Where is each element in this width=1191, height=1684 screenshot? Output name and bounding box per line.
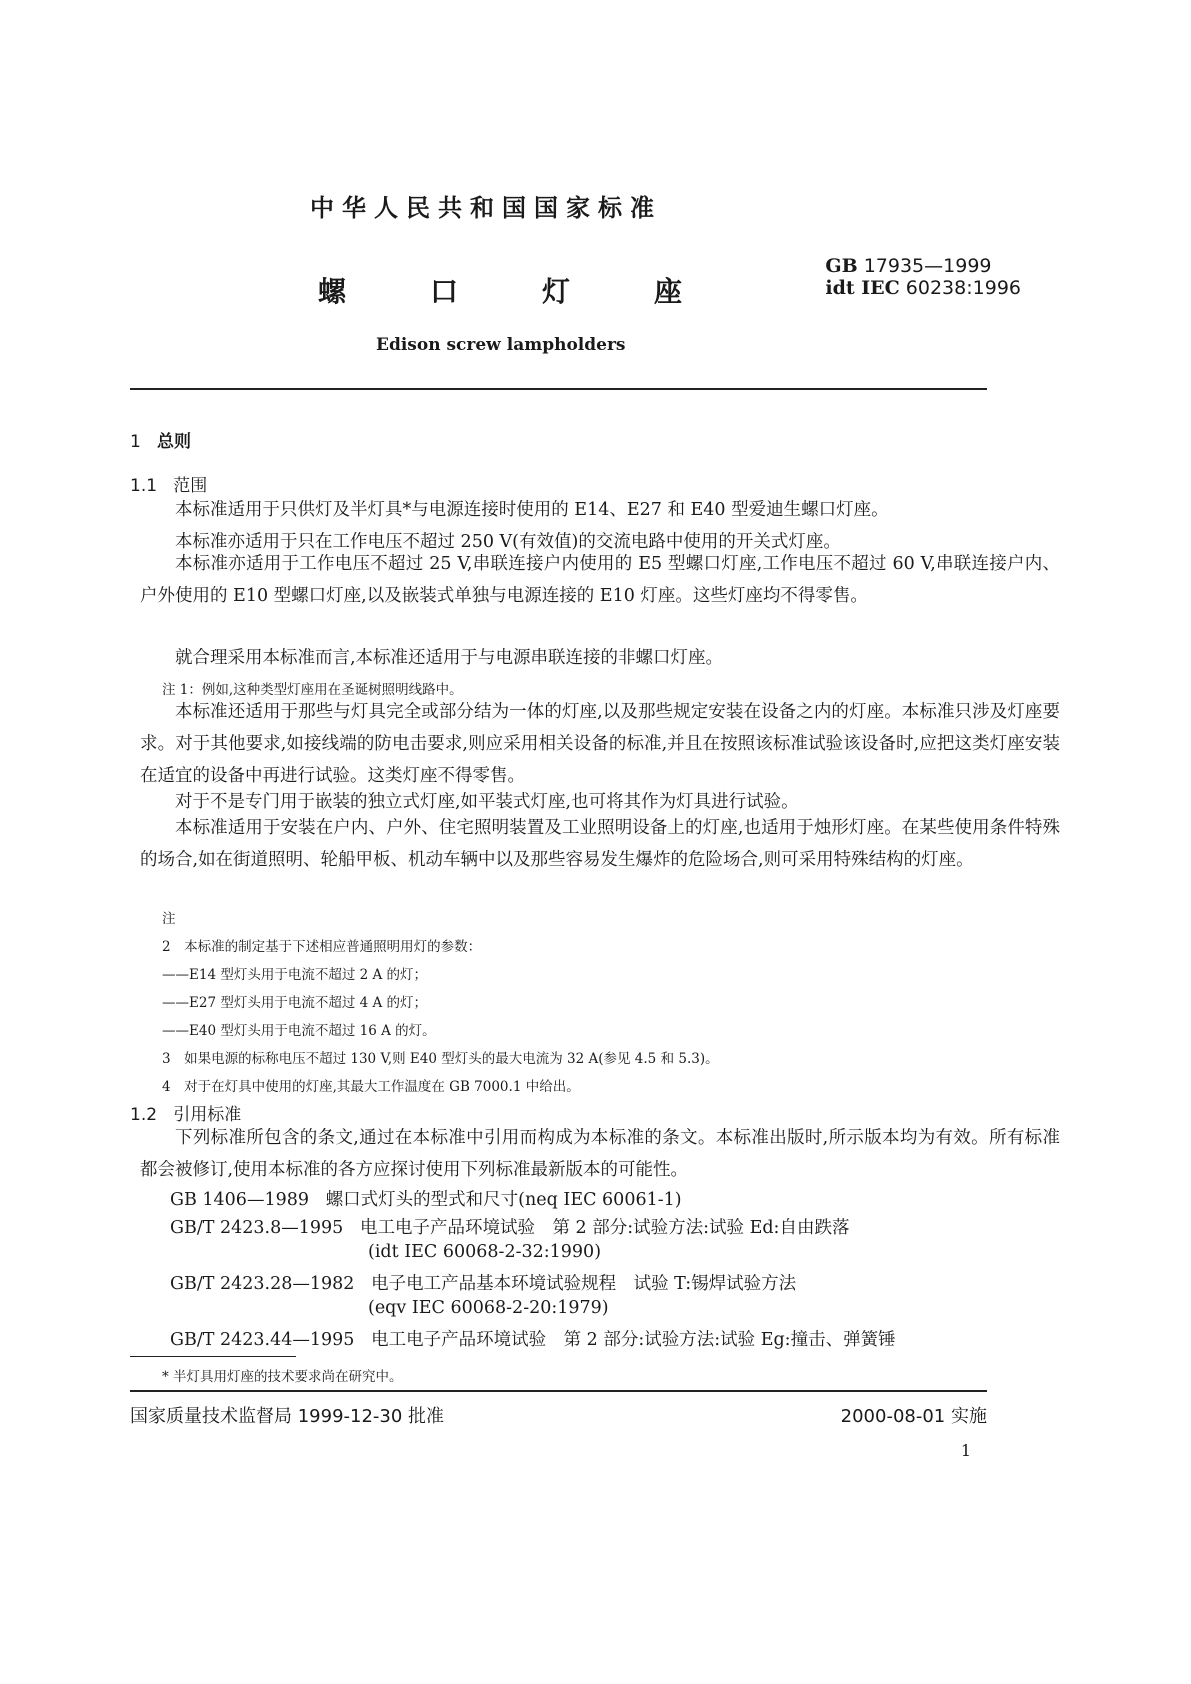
section-title: 总则 xyxy=(157,432,192,452)
scope-paragraph-5: 本标准还适用于那些与灯具完全或部分结为一体的灯座,以及那些规定安装在设备之内的灯座。本标准只涉及灯座要求。对于其他要求,如接线端的防电击要求,则应采用相关设备的标准,并且在按照该标准试验该设备时,应把这类灯座安装在适宜的设备中再进行试验。这类灯座不得零售。 xyxy=(140,702,1060,786)
reference-title: 螺口式灯头的型式和尺寸(neq IEC 60061-1) xyxy=(325,1190,682,1210)
reference-code: GB/T 2423.44—1995 xyxy=(170,1330,355,1350)
national-standard-heading: 中华人民共和国国家标准 xyxy=(310,194,662,222)
implementation-date: 2000-08-01 实施 xyxy=(840,1406,987,1427)
reference-item xyxy=(170,1214,849,1239)
reference-item xyxy=(170,1186,682,1211)
section-title: 范围 xyxy=(173,476,208,496)
note-1: 注 1：例如,这种类型灯座用在圣诞树照明线路中。 xyxy=(162,682,463,698)
scope-paragraph-7: 本标准适用于安装在户内、户外、住宅照明装置及工业照明设备上的灯座,也适用于烛形灯座。在某些使用条件特殊的场合,如在街道照明、轮船甲板、机动车辆中以及那些容易发生爆炸的危险场合,则可采用特殊结构的灯座。 xyxy=(140,818,1060,870)
gb-code-line xyxy=(825,255,1021,277)
idt-prefix: idt IEC xyxy=(825,277,900,299)
section-title: 引用标准 xyxy=(173,1105,242,1125)
reference-item xyxy=(170,1326,896,1351)
reference-title: 电子电工产品基本环境试验规程 试验 T:锡焊试验方法 xyxy=(371,1274,797,1294)
footer-divider xyxy=(130,1390,987,1392)
reference-title: 电工电子产品环境试验 第 2 部分:试验方法:试验 Eg:撞击、弹簧锤 xyxy=(371,1330,896,1350)
note-2b: ——E27 型灯头用于电流不超过 4 A 的灯； xyxy=(162,995,428,1011)
section-1-heading xyxy=(130,427,191,452)
standard-code xyxy=(825,255,1021,299)
reference-title: 电工电子产品环境试验 第 2 部分:试验方法:试验 Ed:自由跌落 xyxy=(359,1218,850,1238)
section-number: 1.1 xyxy=(130,476,158,496)
note-2c: ——E40 型灯头用于电流不超过 16 A 的灯。 xyxy=(162,1023,436,1039)
document-title-cn: 螺口灯座 xyxy=(318,275,767,308)
idt-number: 60238:1996 xyxy=(905,277,1021,299)
page-number: 1 xyxy=(960,1441,971,1460)
code-prefix: GB xyxy=(825,255,858,277)
scope-paragraph-2: 本标准亦适用于只在工作电压不超过 250 V(有效值)的交流电路中使用的开关式灯座。 xyxy=(175,532,841,552)
normative-references-paragraph: 下列标准所包含的条文,通过在本标准中引用而构成为本标准的条文。本标准出版时,所示版本均为有效。所有标准都会被修订,使用本标准的各方应探讨使用下列标准最新版本的可能性。 xyxy=(140,1128,1060,1180)
note-2a: ——E14 型灯头用于电流不超过 2 A 的灯； xyxy=(162,967,428,983)
code-number: 17935—1999 xyxy=(863,255,992,277)
note-4: 4 对于在灯具中使用的灯座,其最大工作温度在 GB 7000.1 中给出。 xyxy=(162,1079,580,1095)
note-2: 2 本标准的制定基于下述相应普通照明用灯的参数： xyxy=(162,939,482,955)
approval-date: 国家质量技术监督局 1999-12-30 批准 xyxy=(130,1406,445,1427)
section-1-1-heading xyxy=(130,471,207,496)
idt-code-line xyxy=(825,277,1021,299)
scope-paragraph-1: 本标准适用于只供灯及半灯具*与电源连接时使用的 E14、E27 和 E40 型爱迪生螺口灯座。 xyxy=(175,500,889,520)
reference-subtitle: (eqv IEC 60068-2-20:1979) xyxy=(368,1298,609,1318)
reference-subtitle: (idt IEC 60068-2-32:1990) xyxy=(368,1242,602,1262)
footnote-divider xyxy=(130,1356,296,1357)
header-divider xyxy=(130,388,987,390)
note-3: 3 如果电源的标称电压不超过 130 V,则 E40 型灯头的最大电流为 32 A(参见 4.5 和 5.3)。 xyxy=(162,1051,719,1067)
scope-paragraph-4: 就合理采用本标准而言,本标准还适用于与电源串联连接的非螺口灯座。 xyxy=(175,648,724,668)
document-title-en: Edison screw lampholders xyxy=(376,335,626,355)
reference-code: GB/T 2423.8—1995 xyxy=(170,1218,344,1238)
reference-code: GB 1406—1989 xyxy=(170,1190,309,1210)
reference-item xyxy=(170,1270,796,1295)
scope-paragraph-6: 对于不是专门用于嵌装的独立式灯座,如平装式灯座,也可将其作为灯具进行试验。 xyxy=(175,792,799,812)
scope-paragraph-3: 本标准亦适用于工作电压不超过 25 V,串联连接户内使用的 E5 型螺口灯座,工作电压不超过 60 V,串联连接户内、户外使用的 E10 型螺口灯座,以及嵌装式单独与电源连接的 E10 灯座。这些灯座均不得零售。 xyxy=(140,554,1060,606)
notes-label: 注 xyxy=(162,911,176,927)
section-number: 1 xyxy=(130,432,141,452)
section-number: 1.2 xyxy=(130,1105,158,1125)
reference-code: GB/T 2423.28—1982 xyxy=(170,1274,355,1294)
footnote: * 半灯具用灯座的技术要求尚在研究中。 xyxy=(162,1369,403,1385)
